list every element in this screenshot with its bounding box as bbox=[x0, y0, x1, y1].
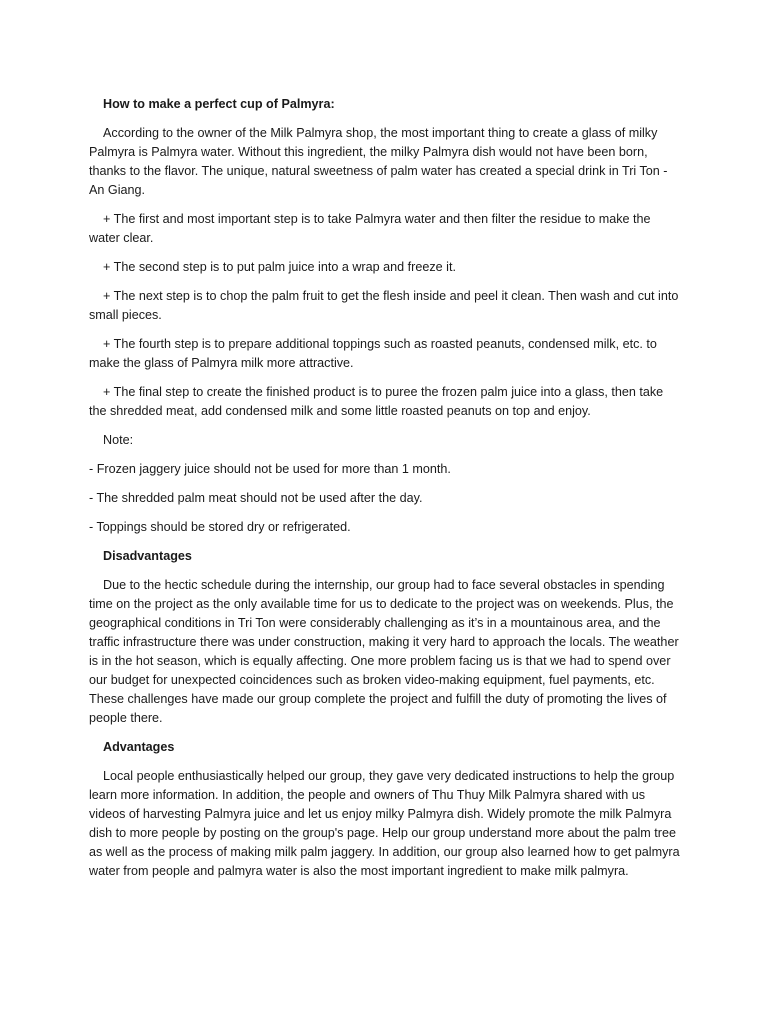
advantages-heading: Advantages bbox=[103, 740, 175, 754]
step-item: + The final step to create the finished product is to puree the frozen palm juice into a glass, then take the shredded meat, add condensed milk and some little roasted peanuts on top and enjoy. bbox=[89, 385, 664, 418]
step-item: + The second step is to put palm juice into a wrap and freeze it. bbox=[103, 260, 456, 274]
document-title: How to make a perfect cup of Palmyra: bbox=[103, 97, 335, 111]
step-item: + The fourth step is to prepare additional toppings such as roasted peanuts, condensed milk, etc. to make the glass of Palmyra milk more attractive. bbox=[89, 337, 657, 370]
note-item: - Toppings should be stored dry or refrigerated. bbox=[89, 520, 351, 534]
advantages-paragraph: Local people enthusiastically helped our group, they gave very dedicated instructions to help the group learn more information. In addition, the people and owners of Thu Thuy Milk Palmyra shared with us videos of harvesting Palmyra juice and let us enjoy milky Palmyra dish. Widely promote the milk Palmyra dish to more people by posting on the group's page. Help our group understand more about the palm tree as well as the process of making milk palm jaggery. In addition, our group also learned how to get palmyra water from people and palmyra water is also the most important ingredient to make milk palmyra. bbox=[89, 769, 680, 878]
step-item: + The first and most important step is to take Palmyra water and then filter the residue to make the water clear. bbox=[89, 212, 651, 245]
note-item: - Frozen jaggery juice should not be used for more than 1 month. bbox=[89, 462, 451, 476]
disadvantages-heading: Disadvantages bbox=[103, 549, 192, 563]
intro-paragraph: According to the owner of the Milk Palmyra shop, the most important thing to create a glass of milky Palmyra is Palmyra water. Without this ingredient, the milky Palmyra dish would not have been born, thanks to the flavor. The unique, natural sweetness of palm water has created a special drink in Tri Ton - An Giang. bbox=[89, 126, 668, 197]
disadvantages-paragraph: Due to the hectic schedule during the internship, our group had to face several obstacles in spending time on the project as the only available time for us to dedicate to the project was on weekends. Plus, the geographical conditions in Tri Ton were considerably challenging as it’s in a mountainous area, and the traffic infrastructure there was under construction, making it very hard to approach the locals. The weather is in the hot season, which is equally affecting. One more problem facing us is that we had to spend over our budget for unexpected coincidences such as broken video-making equipment, fuel payments, etc. These challenges have made our group complete the project and fulfill the duty of promoting the lives of people there. bbox=[89, 578, 679, 725]
note-label: Note: bbox=[103, 433, 134, 447]
note-item: - The shredded palm meat should not be used after the day. bbox=[89, 491, 423, 505]
step-item: + The next step is to chop the palm fruit to get the flesh inside and peel it clean. Then wash and cut into small pieces. bbox=[89, 289, 679, 322]
document-page bbox=[89, 95, 683, 891]
